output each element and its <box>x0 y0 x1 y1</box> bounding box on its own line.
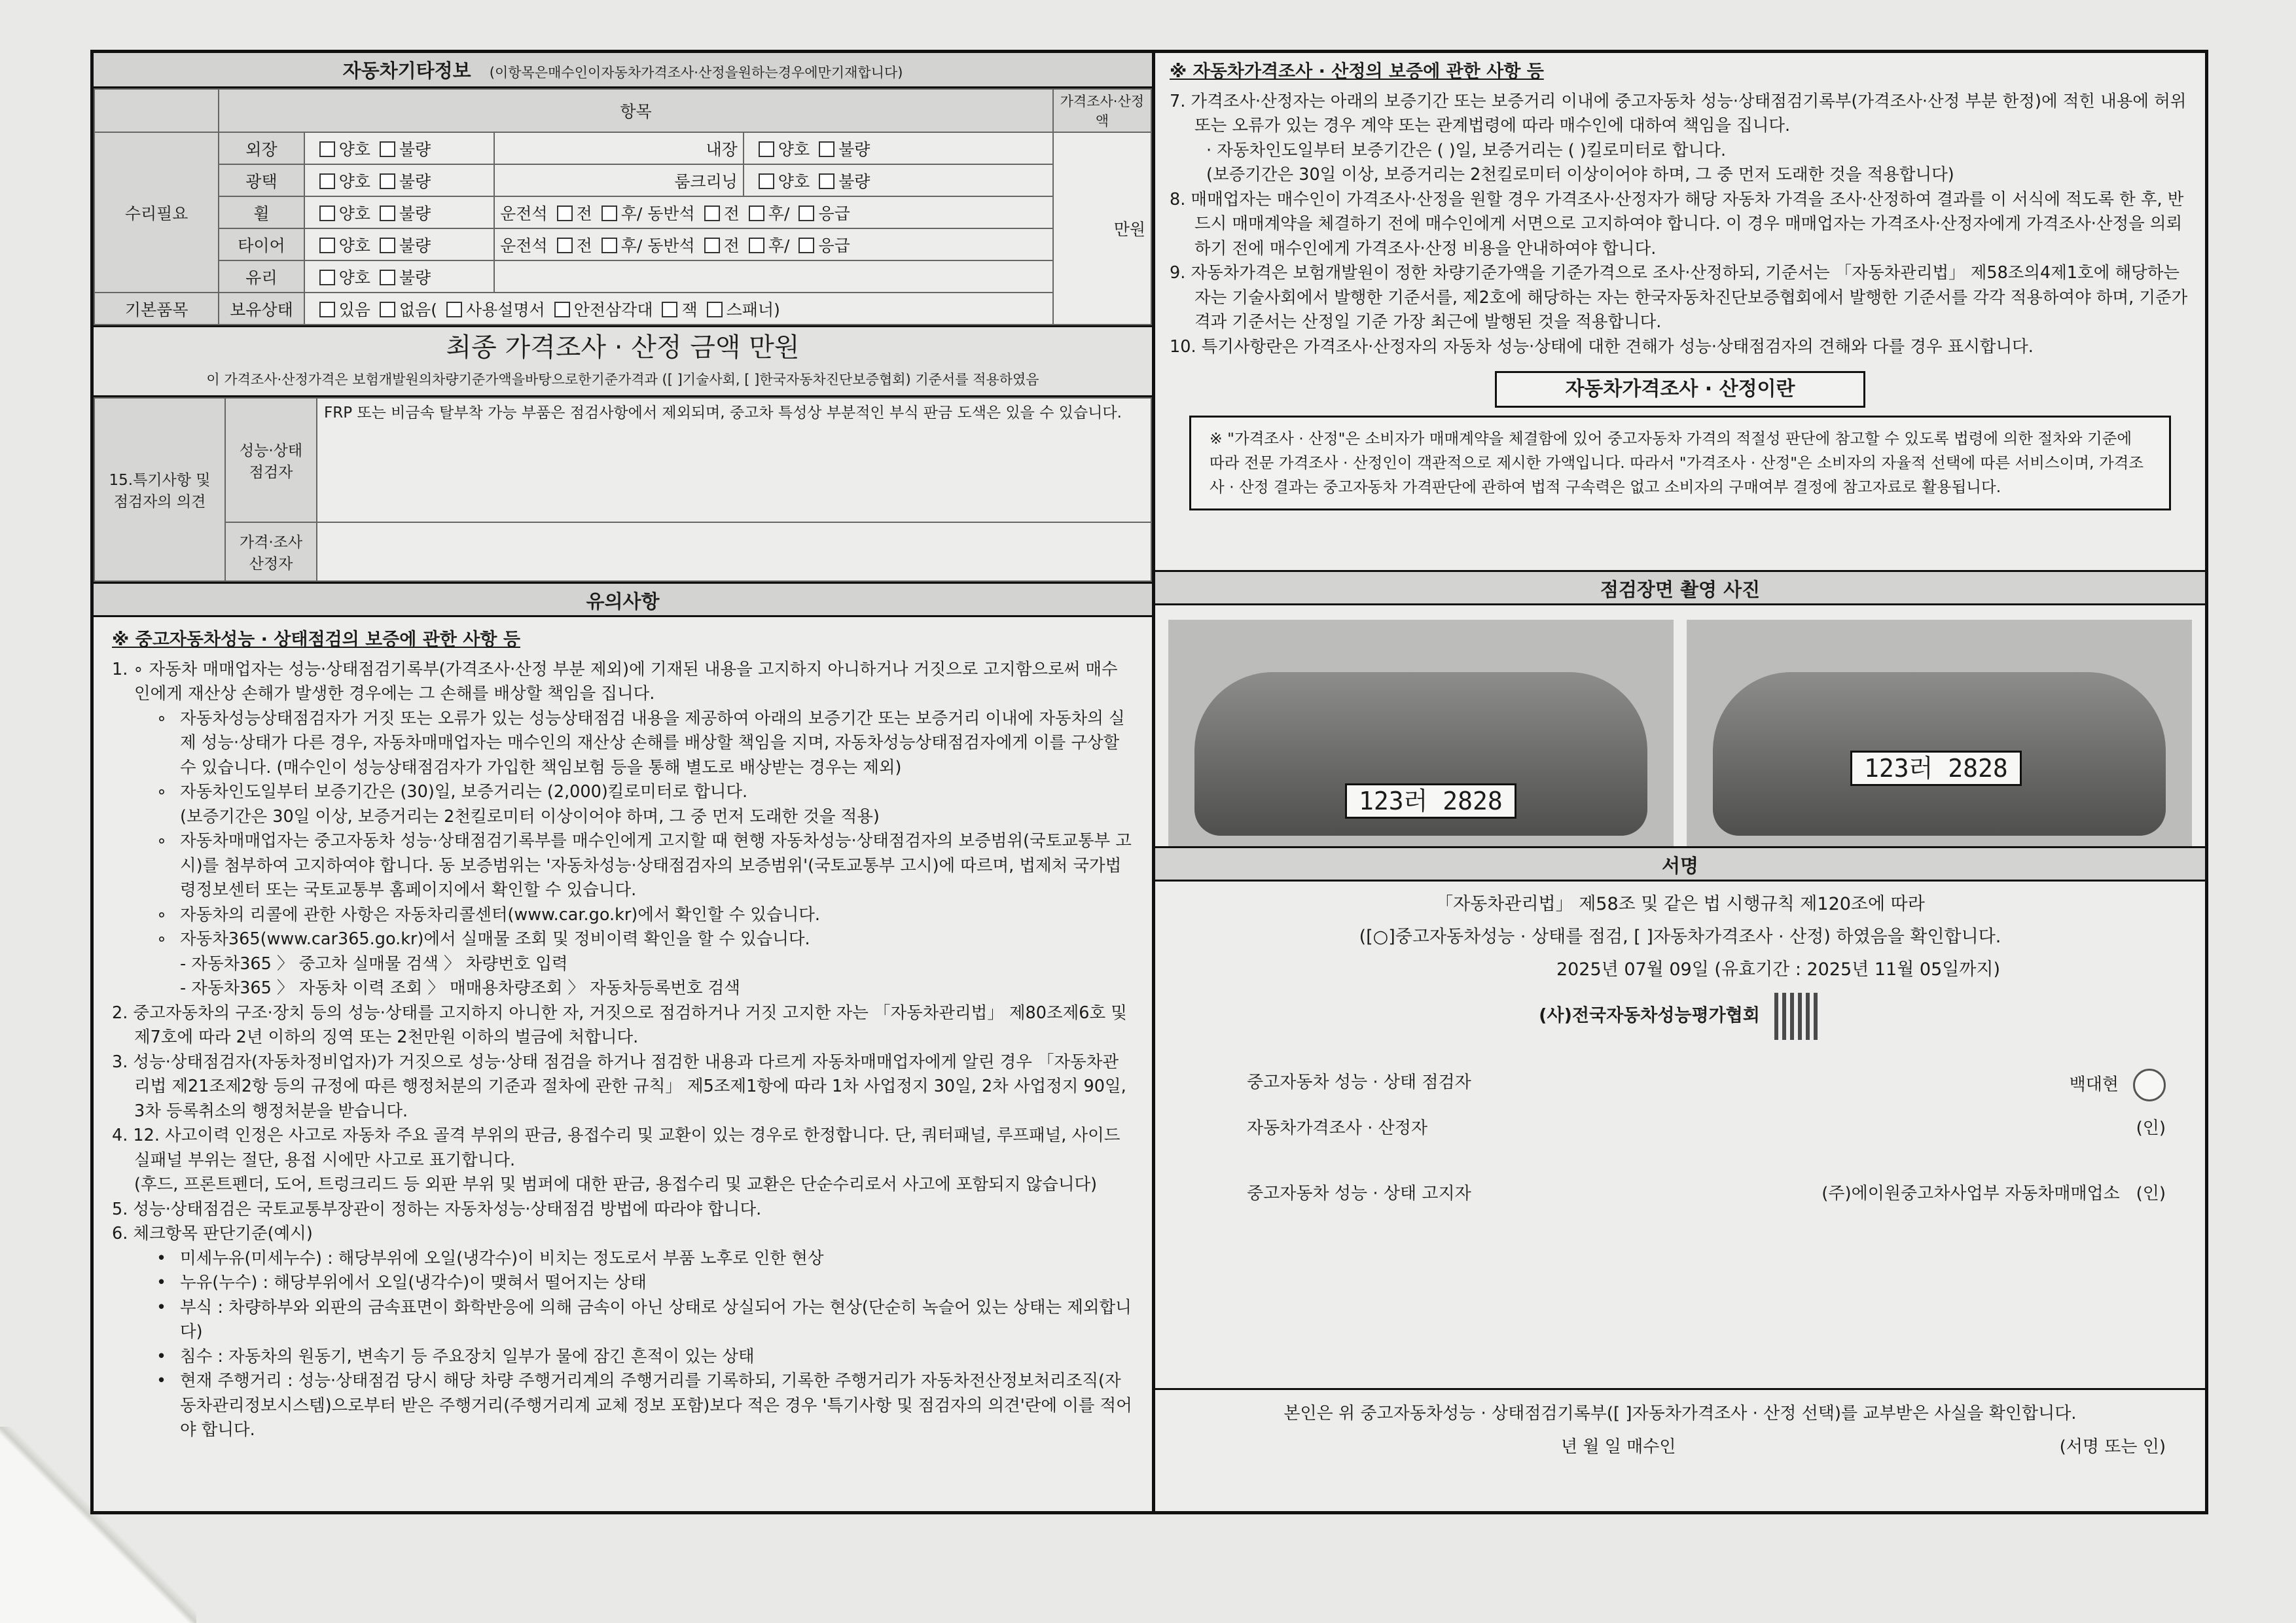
opinion-label: 15.특기사항 및 점검자의 의견 <box>94 398 225 581</box>
caution-1-bullet: ∘ 자동차매매업자는 중고자동차 성능·상태점검기록부를 매수인에게 고지할 때 현행 자동차성능·상태점검자의 보증범위(국토교통부 고시)를 첨부하여 고지하여야 합니다. 동 보증범위는 '자동차성능·상태점검자의 보증범위'(국토교통부 고시)에 따르며, 법제처 국가법령정보센터 또는 국토교통부 홈페이지에서 확인할 수 있습니다. <box>156 831 1132 900</box>
inspection-photos <box>1155 570 2205 871</box>
checkbox[interactable] <box>798 205 814 221</box>
final-price-note: 이 가격조사·산정가격은 보험개발원의차량기준가액을바탕으로한기준가격과 ([ ]기술사회, [ ]한국자동차진단보증협회) 기준서를 적용하였음 <box>206 372 1039 387</box>
checkbox[interactable] <box>759 173 774 189</box>
guarantee-head: ※ 자동차가격조사 · 산정의 보증에 관한 사항 등 <box>1170 62 1544 82</box>
caution-6-bullet: • 침수 : 자동차의 원동기, 변속기 등 주요장치 일부가 물에 잠긴 흔적이 있는 상태 <box>156 1346 755 1366</box>
rear-car-photo <box>1687 620 2192 849</box>
caution-1-bullet: ∘ 자동차365(www.car365.go.kr)에서 실매물 조회 및 정비이력 확인을 할 수 있습니다. <box>156 929 810 949</box>
checkbox[interactable] <box>749 238 764 253</box>
row-gloss: 광택 <box>219 164 304 196</box>
seal-icon <box>2133 1069 2166 1101</box>
signer-notifier: 중고자동차 성능 · 상태 고지자 (주)에이원중고차사업부 자동차매매업소 (인) <box>1247 1184 2166 1204</box>
receipt-confirmation <box>1155 1388 2205 1462</box>
signer-inspector: 중고자동차 성능 · 상태 점검자 백대현 <box>1247 1069 2166 1101</box>
checkbox[interactable] <box>707 302 723 317</box>
checkbox[interactable] <box>662 302 677 317</box>
association-name: (사)전국자동차성능평가협회 <box>1539 1005 1760 1026</box>
checkbox[interactable] <box>380 205 395 221</box>
qr-code-icon <box>1774 993 1821 1040</box>
receipt-sign: (서명 또는 인) <box>2059 1437 2166 1457</box>
checkbox[interactable] <box>319 141 335 157</box>
other-info-header <box>94 53 1152 88</box>
rear-plate: 123러 2828 <box>1850 751 2022 786</box>
caution-1-bullet: ∘ 자동차성능상태점검자가 거짓 또는 오류가 있는 성능상태점검 내용을 제공하여 아래의 보증기간 또는 보증거리 이내에 자동차의 실제 성능·상태가 다른 경우, 자동차매매업자는 매수인의 재산상 손해를 배상할 책임을 지며, 자동차성능상태점검자에게 이를 구상할 수 있습니다. (매수인이 성능상태점검자가 가입한 책임보험 등을 통해 별도로 배상받는 경우는 제외) <box>156 708 1125 777</box>
checkbox[interactable] <box>380 238 395 253</box>
opinion-table <box>94 397 1152 582</box>
appraiser-opinion <box>317 522 1151 581</box>
other-info-table: 항목 가격조사·산정액 수리필요 외장 양호 불량 내장 양호 불량 만원 광택 양호 불량 룸크리닝 양호 불량 휠 양호 불량 운전석 전 후/ 동반석 전 후/ 응급 타이어 양호 불량 운전석 전 후/ 동반석 전 후/ 응급 유리 양호 불량 기본품목 보유상태 있음 없음( 사용설명서 안전삼각대 잭 스패너) <box>94 88 1152 325</box>
caution-6-bullet: • 부식 : 차량하부와 외판의 금속표면이 화학반응에 의해 금속이 아닌 상태로 상실되어 가는 현상(단순히 녹슬어 있는 상태는 제외합니다) <box>156 1297 1132 1342</box>
receipt-line: 본인은 위 중고자동차성능 · 상태점검기록부([ ]자동차가격조사 · 산정 선택)를 교부받은 사실을 확인합니다. <box>1283 1404 2077 1423</box>
checkbox[interactable] <box>601 205 617 221</box>
caution-4: 4. 12. 사고이력 인정은 사고로 자동차 주요 골격 부위의 판금, 용접수리 및 교환이 있는 경우로 한정합니다. 단, 쿼터패널, 루프패널, 사이드실패널 부위는 절단, 용접 시에만 사고로 표기합니다. <box>112 1126 1121 1170</box>
cautions-header <box>94 582 1152 617</box>
caution-1-bullet: ∘ 자동차인도일부터 보증기간은 (30)일, 보증거리는 (2,000)킬로미터로 합니다. <box>156 782 748 802</box>
caution-4-sub: (후드, 프론트펜더, 도어, 트렁크리드 등 외판 부위 및 범퍼에 대한 판금, 용접수리 및 교환은 단순수리로서 사고에 포함되지 않습니다) <box>134 1175 1098 1194</box>
exterior-options: 양호 불량 <box>304 132 495 164</box>
guarantee-8: 8. 매매업자는 매수인이 가격조사·산정을 원할 경우 가격조사·산정자가 해당 자동차 가격을 조사·산정하여 결과를 이 서식에 적도록 한 후, 반드시 매매계약을 체결하기 전에 매수인에게 서면으로 고지하여야 합니다. 이 경우 매매업자는 가격조사·산정자에게 가격조사·산정을 의뢰하기 전에 매수인에게 가격조사·산정 비용을 안내하여야 합니다. <box>1170 189 2184 259</box>
checkbox[interactable] <box>319 302 335 317</box>
inspector-name: 백대현 <box>2069 1075 2119 1095</box>
checkbox[interactable] <box>446 302 462 317</box>
signature-header <box>1155 846 2205 882</box>
other-info-title: 자동차기타정보 <box>342 60 471 82</box>
front-plate: 123러 2828 <box>1345 783 1516 819</box>
checkbox[interactable] <box>704 238 720 253</box>
checkbox[interactable] <box>319 270 335 285</box>
checkbox[interactable] <box>380 270 395 285</box>
checkbox[interactable] <box>319 173 335 189</box>
row-glass: 유리 <box>219 260 304 293</box>
guarantee-7-sub: (보증기간은 30일 이상, 보증거리는 2천킬로미터 이상이어야 하며, 그 중 먼저 도래한 것을 적용합니다) <box>1206 165 1954 185</box>
signer-appraiser: 자동차가격조사 · 산정자 (인) <box>1247 1118 2166 1138</box>
checkbox[interactable] <box>704 205 720 221</box>
owned-options: 있음 없음( 사용설명서 안전삼각대 잭 스패너) <box>304 293 1053 325</box>
checkbox[interactable] <box>557 238 573 253</box>
final-price-amount: 최종 가격조사 · 산정 금액 만원 <box>446 332 800 363</box>
photo-header <box>1155 570 2205 605</box>
price-unit: 만원 <box>1053 132 1151 325</box>
cautions-head: ※ 중고자동차성능 · 상태점검의 보증에 관한 사항 등 <box>112 630 520 650</box>
row-interior: 내장 <box>494 132 744 164</box>
caution-6-bullet: • 미세누유(미세누수) : 해당부위에 오일(냉각수)이 비치는 정도로서 부품 노후로 인한 현상 <box>156 1248 824 1268</box>
row-tire: 타이어 <box>219 228 304 260</box>
association <box>1155 993 2205 1040</box>
checkbox[interactable] <box>557 205 573 221</box>
cautions-body <box>94 617 1152 1443</box>
guarantee-9: 9. 자동차가격은 보험개발원이 정한 차량기준가액을 기준가격으로 조사·산정하되, 기준서는 「자동차관리법」 제58조의4제1호에 해당하는 자는 기술사회에서 발행한 기준서를, 제2호에 해당하는 자는 한국자동차진단보증협회에서 발행한 기준서를 각각 적용하여야 하며, 기준가격과 기준서는 산정일 기준 가장 최근에 발행된 것을 적용합니다. <box>1170 263 2188 332</box>
col-item: 항목 <box>219 89 1052 132</box>
checkbox[interactable] <box>319 238 335 253</box>
checkbox[interactable] <box>554 302 570 317</box>
caution-2: 2. 중고자동차의 구조·장치 등의 성능·상태를 고지하지 아니한 자, 거짓으로 점검하거나 거짓 고지한 자는 「자동차관리법」 제80조제6호 및 제7호에 따라 2년 이하의 징역 또는 2천만원 이하의 벌금에 처합니다. <box>112 1003 1127 1047</box>
caution-1-sub: (보증기간은 30일 이상, 보증거리는 2천킬로미터 이상이어야 하며, 그 중 먼저 도래한 것을 적용) <box>180 806 880 827</box>
guarantee-10: 10. 특기사항란은 가격조사·산정자의 자동차 성능·상태에 대한 견해가 성능·상태점검자의 견해와 다를 경우 표시합니다. <box>1170 336 2034 357</box>
group-basic: 기본품목 <box>94 293 219 325</box>
front-car-photo <box>1168 620 1674 849</box>
checkbox[interactable] <box>798 238 814 253</box>
inspector-label: 성능·상태 점검자 <box>225 398 317 522</box>
checkbox[interactable] <box>380 302 395 317</box>
receipt-date: 년 월 일 매수인 <box>1561 1437 1676 1457</box>
law-line-1: 「자동차관리법」 제58조 및 같은 법 시행규칙 제120조에 따라 <box>1435 894 1925 914</box>
guarantee-7: 7. 가격조사·산정자는 아래의 보증기간 또는 보증거리 이내에 중고자동차 성능·상태점검기록부(가격조사·산정 부분 한정)에 적힌 내용에 허위 또는 오류가 있는 경우 계약 또는 관계법령에 따라 매수인에 대하여 책임을 집니다. <box>1170 91 2187 135</box>
guarantee-7-sub: · 자동차인도일부터 보증기간은 ( )일, 보증거리는 ( )킬로미터로 합니다. <box>1206 140 1727 160</box>
cautions-title: 유의사항 <box>586 590 660 613</box>
caution-6: 6. 체크항목 판단기준(예시) <box>112 1224 313 1243</box>
signature-title: 서명 <box>1661 855 1699 877</box>
signature-section <box>1155 846 2205 1204</box>
checkbox[interactable] <box>380 141 395 157</box>
checkbox[interactable] <box>749 205 764 221</box>
checkbox[interactable] <box>319 205 335 221</box>
sign-date: 2025년 07월 09일 (유효기간 : 2025년 11월 05일까지) <box>1556 959 2001 980</box>
other-info-subtitle: (이항목은매수인이자동차가격조사·산정을원하는경우에만기재합니다) <box>489 65 903 80</box>
caution-6-bullet: • 누유(누수) : 해당부위에서 오일(냉각수)이 맺혀서 떨어지는 상태 <box>156 1273 647 1293</box>
caution-1: 1. ∘ 자동차 매매업자는 성능·상태점검기록부(가격조사·산정 부분 제외)에 기재된 내용을 고지하지 아니하거나 거짓으로 고지함으로써 매수인에게 재산상 손해가 발생한 경우에는 그 손해를 배상할 책임을 집니다. <box>112 659 1118 704</box>
row-room-cleaning: 룸크리닝 <box>494 164 744 196</box>
caution-3: 3. 성능·상태점검자(자동차정비업자)가 거짓으로 성능·상태 점검을 하거나 점검한 내용과 다르게 자동차매매업자에게 알린 경우 「자동차관리법 제21조제2항 등의 규정에 따른 행정처분의 기준과 절차에 관한 규칙」 제5조제1항에 따라 1차 사업정지 30일, 2차 사업정지 90일, 3차 등록취소의 행정처분을 받습니다. <box>112 1052 1126 1121</box>
appraisal-definition-title: 자동차가격조사 · 산정이란 <box>1495 371 1865 408</box>
col-price: 가격조사·산정액 <box>1053 89 1151 132</box>
row-exterior: 외장 <box>219 132 304 164</box>
left-column <box>94 53 1155 1511</box>
checkbox[interactable] <box>819 173 834 189</box>
law-line-2: ([○]중고자동차성능 · 상태를 점검, [ ]자동차가격조사 · 산정) 하였음을 확인합니다. <box>1359 927 2001 947</box>
notifier-name: (주)에이원중고차사업부 자동차매매업소 <box>1821 1184 2120 1204</box>
appraiser-label: 가격·조사 산정자 <box>225 522 317 581</box>
appraisal-guarantee <box>1155 53 2205 359</box>
caution-6-bullet: • 현재 주행거리 : 성능·상태점검 당시 해당 차량 주행거리계의 주행거리를 기록하되, 기록한 주행거리가 자동차전산정보처리조직(자동차관리정보시스템)으로부터 받은 주행거리(주행거리계 교체 정보 포함)보다 적은 경우 '특기사항 및 점검자의 의견'란에 이를 적어야 합니다. <box>156 1371 1132 1440</box>
checkbox[interactable] <box>380 173 395 189</box>
row-owned: 보유상태 <box>219 293 304 325</box>
caution-1-dash: - 자동차365 〉 자동차 이력 조회 〉 매매용차량조회 〉 자동차등록번호 검색 <box>180 978 740 998</box>
caution-1-dash: - 자동차365 〉 중고차 실매물 검색 〉 차량번호 입력 <box>180 954 568 974</box>
tire-positions: 운전석 전 후/ 동반석 전 후/ 응급 <box>494 228 1053 260</box>
inspection-form <box>90 50 2208 1514</box>
inspector-opinion: FRP 또는 비금속 탈부착 가능 부품은 점검사항에서 제외되며, 중고차 특성상 부분적인 부식 판금 도색은 있을 수 있습니다. <box>317 398 1151 522</box>
caution-5: 5. 성능·상태점검은 국토교통부장관이 정하는 자동차성능·상태점검 방법에 따라야 합니다. <box>112 1199 762 1219</box>
caution-1-bullet: ∘ 자동차의 리콜에 관한 사항은 자동차리콜센터(www.car.go.kr)에서 확인할 수 있습니다. <box>156 904 821 925</box>
photo-title: 점검장면 촬영 사진 <box>1600 579 1761 601</box>
checkbox[interactable] <box>759 141 774 157</box>
wheel-positions: 운전석 전 후/ 동반석 전 후/ 응급 <box>494 196 1053 228</box>
group-repair: 수리필요 <box>94 132 219 293</box>
checkbox[interactable] <box>601 238 617 253</box>
final-price <box>94 325 1152 397</box>
right-column <box>1155 53 2205 1511</box>
row-wheel: 휠 <box>219 196 304 228</box>
appraisal-definition: ※ "가격조사 · 산정"은 소비자가 매매계약을 체결함에 있어 중고자동차 가격의 적절성 판단에 참고할 수 있도록 법령에 의한 절차와 기준에 따라 전문 가격조사 · 산정인이 객관적으로 제시한 가액입니다. 따라서 "가격조사 · 산정"은 소비자의 자율적 선택에 따른 서비스이며, 가격조사 · 산정 결과는 중고자동차 가격판단에 관하여 법적 구속력은 없고 소비자의 구매여부 결정에 참고자료로 활용됩니다. <box>1189 416 2171 510</box>
checkbox[interactable] <box>819 141 834 157</box>
